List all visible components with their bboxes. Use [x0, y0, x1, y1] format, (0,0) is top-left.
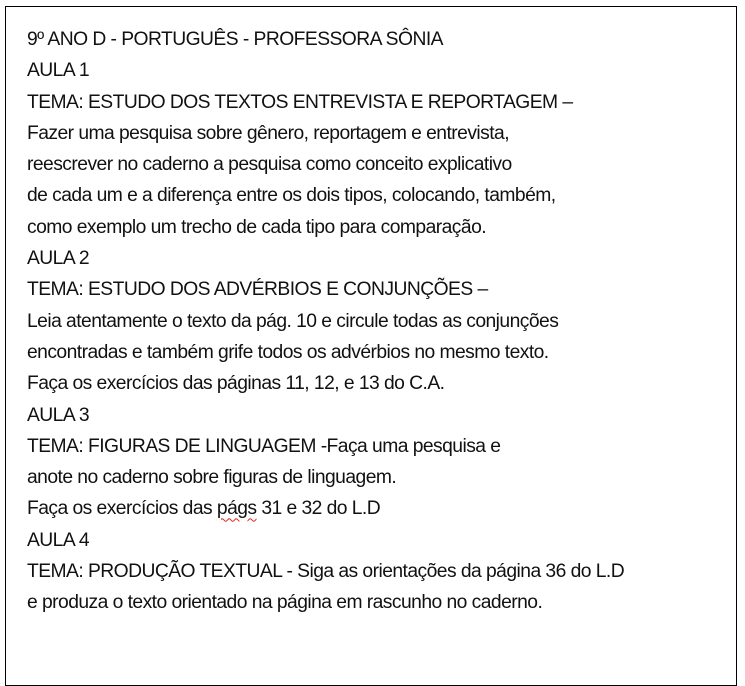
- lesson-3-line-text: 31 e 32 do L.D: [256, 498, 381, 520]
- lesson-1-line: de cada um e a diferença entre os dois tipos, colocando, também,: [27, 185, 556, 207]
- lesson-2-line: Leia atentamente o texto da pág. 10 e circule todas as conjunções: [27, 310, 559, 332]
- spellcheck-flagged-word: págs: [216, 498, 257, 520]
- document-frame: [5, 6, 737, 686]
- lesson-1-title: AULA 1: [27, 60, 90, 82]
- document-body: [27, 24, 737, 619]
- lesson-1-theme: TEMA: ESTUDO DOS TEXTOS ENTREVISTA E REPORTAGEM –: [27, 91, 573, 113]
- lesson-2-title: AULA 2: [27, 248, 90, 270]
- lesson-4-theme: TEMA: PRODUÇÃO TEXTUAL - Siga as orientações da página 36 do L.D: [27, 561, 625, 583]
- lesson-3-theme: TEMA: FIGURAS DE LINGUAGEM -Faça uma pesquisa e: [27, 435, 501, 457]
- lesson-3-line-text: Faça os exercícios das: [27, 498, 217, 520]
- lesson-1-line: como exemplo um trecho de cada tipo para comparação.: [27, 216, 487, 238]
- lesson-4-title: AULA 4: [27, 529, 90, 551]
- lesson-2-line: Faça os exercícios das páginas 11, 12, e 13 do C.A.: [27, 373, 445, 395]
- lesson-1-line: reescrever no caderno a pesquisa como conceito explicativo: [27, 154, 512, 176]
- lesson-2-line: encontradas e também grife todos os advérbios no mesmo texto.: [27, 341, 549, 363]
- lesson-4-line: e produza o texto orientado na página em rascunho no caderno.: [27, 592, 543, 614]
- lesson-2-theme: TEMA: ESTUDO DOS ADVÉRBIOS E CONJUNÇÕES –: [27, 279, 488, 301]
- lesson-1-line: Fazer uma pesquisa sobre gênero, reportagem e entrevista,: [27, 122, 510, 144]
- lesson-3-title: AULA 3: [27, 404, 90, 426]
- document-header: 9º ANO D - PORTUGUÊS - PROFESSORA SÔNIA: [27, 29, 443, 50]
- lesson-3-line: anote no caderno sobre figuras de linguagem.: [27, 467, 397, 489]
- lesson-3-line: [27, 493, 737, 524]
